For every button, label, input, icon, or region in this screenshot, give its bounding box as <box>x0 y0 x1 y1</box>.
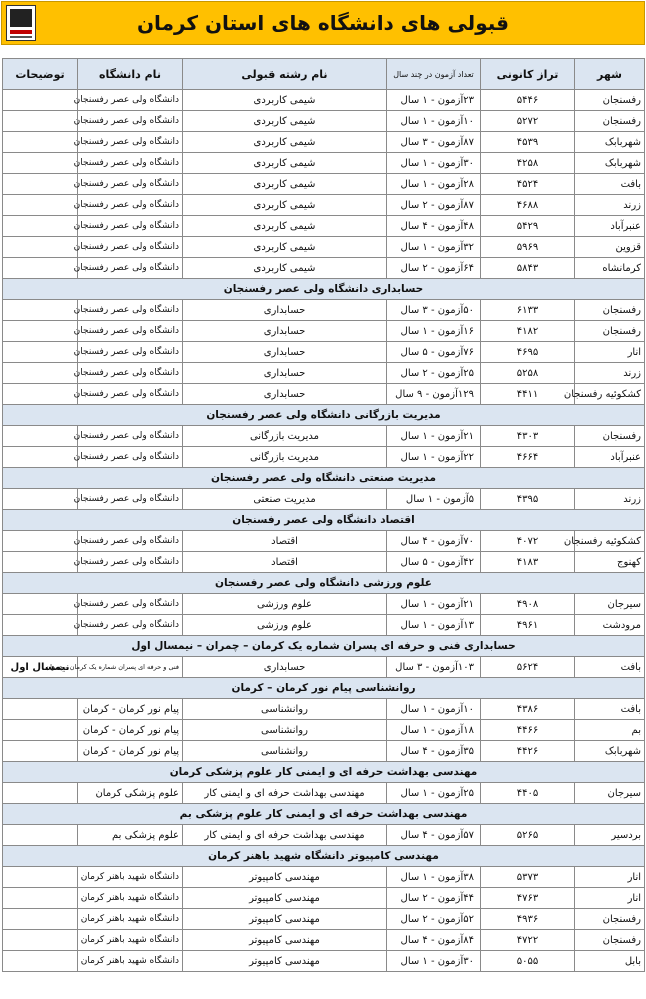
city-cell: کرمانشاه <box>575 258 645 279</box>
university-cell: علوم پزشکی بم <box>78 825 183 846</box>
section-row <box>3 636 645 657</box>
exam-count-cell: ۳۲آزمون - ۱ سال <box>387 237 481 258</box>
exam-count-cell: ۱۸آزمون - ۱ سال <box>387 720 481 741</box>
note-cell <box>3 615 78 636</box>
university-cell: دانشگاه ولی عصر رفسنجان <box>78 363 183 384</box>
score-cell: ۵۲۵۸ <box>481 363 575 384</box>
table-row <box>3 321 645 342</box>
major-cell: اقتصاد <box>183 531 387 552</box>
city-cell: انار <box>575 867 645 888</box>
score-cell: ۴۰۷۲ <box>481 531 575 552</box>
table-row <box>3 951 645 972</box>
section-row <box>3 510 645 531</box>
city-cell: بافت <box>575 174 645 195</box>
city-cell: سیرجان <box>575 783 645 804</box>
exam-count-cell: ۱۰آزمون - ۱ سال <box>387 699 481 720</box>
exam-count-cell: ۱۰آزمون - ۱ سال <box>387 111 481 132</box>
note-cell <box>3 258 78 279</box>
university-cell: دانشگاه شهید باهنر کرمان <box>78 888 183 909</box>
score-cell: ۴۹۰۸ <box>481 594 575 615</box>
header-notes: توضیحات <box>3 59 78 90</box>
exam-count-cell: ۸۷آزمون - ۲ سال <box>387 195 481 216</box>
score-cell: ۴۹۳۶ <box>481 909 575 930</box>
city-cell: بابل <box>575 951 645 972</box>
page-header <box>1 1 645 45</box>
table-row <box>3 720 645 741</box>
section-row <box>3 804 645 825</box>
table-row <box>3 783 645 804</box>
table-row <box>3 153 645 174</box>
table-row <box>3 741 645 762</box>
exam-count-cell: ۲۸آزمون - ۱ سال <box>387 174 481 195</box>
page-title: قبولی های دانشگاه های استان کرمان <box>136 11 509 35</box>
university-cell: دانشگاه شهید باهنر کرمان <box>78 930 183 951</box>
note-cell <box>3 825 78 846</box>
city-cell: کشکوئیه رفسنجان <box>575 384 645 405</box>
score-cell: ۴۷۲۲ <box>481 930 575 951</box>
score-cell: ۴۳۸۶ <box>481 699 575 720</box>
university-cell: علوم پزشکی کرمان <box>78 783 183 804</box>
major-cell: مهندسی کامپیوتر <box>183 951 387 972</box>
university-cell: پیام نور کرمان - کرمان <box>78 699 183 720</box>
university-cell: پیام نور کرمان - کرمان <box>78 741 183 762</box>
section-label: مدیریت بازرگانی دانشگاه ولی عصر رفسنجان <box>3 405 645 426</box>
note-cell <box>3 342 78 363</box>
table-row <box>3 657 645 678</box>
score-cell: ۴۱۸۳ <box>481 552 575 573</box>
major-cell: حسابداری <box>183 657 387 678</box>
score-cell: ۴۶۹۵ <box>481 342 575 363</box>
note-cell <box>3 594 78 615</box>
score-cell: ۴۱۸۲ <box>481 321 575 342</box>
university-cell: دانشگاه ولی عصر رفسنجان <box>78 195 183 216</box>
note-cell <box>3 111 78 132</box>
table-row <box>3 300 645 321</box>
note-cell <box>3 426 78 447</box>
section-row <box>3 405 645 426</box>
major-cell: مدیریت بازرگانی <box>183 426 387 447</box>
city-cell: مرودشت <box>575 615 645 636</box>
exam-count-cell: ۴۸آزمون - ۴ سال <box>387 216 481 237</box>
exam-count-cell: ۵۰آزمون - ۳ سال <box>387 300 481 321</box>
city-cell: بم <box>575 720 645 741</box>
note-cell <box>3 132 78 153</box>
university-cell: دانشگاه ولی عصر رفسنجان <box>78 552 183 573</box>
city-cell: کشکوئیه رفسنجان <box>575 531 645 552</box>
note-cell <box>3 174 78 195</box>
table-row <box>3 237 645 258</box>
table-header-row <box>3 59 645 90</box>
city-cell: شهربابک <box>575 153 645 174</box>
major-cell: حسابداری <box>183 342 387 363</box>
major-cell: شیمی کاربردی <box>183 90 387 111</box>
table-row <box>3 216 645 237</box>
score-cell: ۴۳۰۳ <box>481 426 575 447</box>
city-cell: رفسنجان <box>575 909 645 930</box>
major-cell: شیمی کاربردی <box>183 195 387 216</box>
exam-count-cell: ۱۰۳آزمون - ۳ سال <box>387 657 481 678</box>
section-row <box>3 279 645 300</box>
note-cell <box>3 237 78 258</box>
note-cell <box>3 216 78 237</box>
major-cell: حسابداری <box>183 363 387 384</box>
university-cell: دانشگاه ولی عصر رفسنجان <box>78 153 183 174</box>
score-cell: ۴۳۹۵ <box>481 489 575 510</box>
major-cell: مدیریت صنعتی <box>183 489 387 510</box>
header-major: نام رشته قبولی <box>183 59 387 90</box>
score-cell: ۴۵۲۴ <box>481 174 575 195</box>
city-cell: رفسنجان <box>575 300 645 321</box>
major-cell: حسابداری <box>183 321 387 342</box>
note-cell <box>3 489 78 510</box>
university-cell: دانشگاه شهید باهنر کرمان <box>78 909 183 930</box>
note-cell <box>3 90 78 111</box>
university-cell: دانشگاه ولی عصر رفسنجان <box>78 489 183 510</box>
city-cell: شهربابک <box>575 132 645 153</box>
score-cell: ۵۲۶۵ <box>481 825 575 846</box>
exam-count-cell: ۴۲آزمون - ۵ سال <box>387 552 481 573</box>
table-row <box>3 90 645 111</box>
city-cell: بردسیر <box>575 825 645 846</box>
exam-count-cell: ۶۴آزمون - ۲ سال <box>387 258 481 279</box>
table-row <box>3 342 645 363</box>
major-cell: شیمی کاربردی <box>183 216 387 237</box>
header-count: تعداد آزمون در چند سال <box>387 59 481 90</box>
score-cell: ۴۲۵۸ <box>481 153 575 174</box>
university-cell: دانشگاه ولی عصر رفسنجان <box>78 594 183 615</box>
major-cell: روانشناسی <box>183 720 387 741</box>
major-cell: شیمی کاربردی <box>183 111 387 132</box>
table-row <box>3 867 645 888</box>
city-cell: سیرجان <box>575 594 645 615</box>
major-cell: شیمی کاربردی <box>183 132 387 153</box>
city-cell: عنبرآباد <box>575 447 645 468</box>
exam-count-cell: ۳۰آزمون - ۱ سال <box>387 153 481 174</box>
section-label: مدیریت صنعتی دانشگاه ولی عصر رفسنجان <box>3 468 645 489</box>
section-label: اقتصاد دانشگاه ولی عصر رفسنجان <box>3 510 645 531</box>
section-row <box>3 762 645 783</box>
score-cell: ۴۷۶۳ <box>481 888 575 909</box>
university-cell: پیام نور کرمان - کرمان <box>78 720 183 741</box>
city-cell: زرند <box>575 363 645 384</box>
table-row <box>3 930 645 951</box>
university-cell: دانشگاه ولی عصر رفسنجان <box>78 447 183 468</box>
city-cell: رفسنجان <box>575 426 645 447</box>
table-row <box>3 132 645 153</box>
exam-count-cell: ۸۷آزمون - ۳ سال <box>387 132 481 153</box>
score-cell: ۴۴۱۱ <box>481 384 575 405</box>
note-cell <box>3 867 78 888</box>
score-cell: ۵۰۵۵ <box>481 951 575 972</box>
major-cell: شیمی کاربردی <box>183 237 387 258</box>
exam-count-cell: ۲۳آزمون - ۱ سال <box>387 90 481 111</box>
score-cell: ۴۴۰۵ <box>481 783 575 804</box>
major-cell: شیمی کاربردی <box>183 258 387 279</box>
exam-count-cell: ۵۷آزمون - ۴ سال <box>387 825 481 846</box>
note-cell <box>3 531 78 552</box>
university-cell: دانشگاه ولی عصر رفسنجان <box>78 132 183 153</box>
major-cell: مهندسی کامپیوتر <box>183 909 387 930</box>
score-cell: ۴۶۸۸ <box>481 195 575 216</box>
section-row <box>3 678 645 699</box>
exam-count-cell: ۲۵آزمون - ۱ سال <box>387 783 481 804</box>
table-row <box>3 489 645 510</box>
university-cell: دانشگاه ولی عصر رفسنجان <box>78 321 183 342</box>
note-cell <box>3 720 78 741</box>
city-cell: رفسنجان <box>575 111 645 132</box>
table-row <box>3 552 645 573</box>
university-cell: دانشگاه ولی عصر رفسنجان <box>78 174 183 195</box>
header-score: تراز کانونی <box>481 59 575 90</box>
score-cell: ۵۴۴۶ <box>481 90 575 111</box>
note-cell <box>3 552 78 573</box>
score-cell: ۴۵۳۹ <box>481 132 575 153</box>
city-cell: رفسنجان <box>575 321 645 342</box>
major-cell: مهندسی کامپیوتر <box>183 888 387 909</box>
table-row <box>3 426 645 447</box>
university-cell: دانشگاه ولی عصر رفسنجان <box>78 342 183 363</box>
score-cell: ۵۹۶۹ <box>481 237 575 258</box>
table-row <box>3 825 645 846</box>
note-cell <box>3 699 78 720</box>
section-label: روانشناسی پیام نور کرمان – کرمان <box>3 678 645 699</box>
note-cell <box>3 384 78 405</box>
table-row <box>3 615 645 636</box>
university-cell: دانشگاه ولی عصر رفسنجان <box>78 216 183 237</box>
university-cell: دانشگاه ولی عصر رفسنجان <box>78 426 183 447</box>
table-row <box>3 909 645 930</box>
table-row <box>3 888 645 909</box>
exam-count-cell: ۲۵آزمون - ۲ سال <box>387 363 481 384</box>
city-cell: زرند <box>575 489 645 510</box>
university-cell: دانشگاه ولی عصر رفسنجان <box>78 111 183 132</box>
score-cell: ۵۲۷۲ <box>481 111 575 132</box>
note-cell <box>3 153 78 174</box>
note-cell <box>3 951 78 972</box>
exam-count-cell: ۱۳آزمون - ۱ سال <box>387 615 481 636</box>
score-cell: ۴۴۶۶ <box>481 720 575 741</box>
university-cell: دانشگاه شهید باهنر کرمان <box>78 867 183 888</box>
score-cell: ۴۶۶۴ <box>481 447 575 468</box>
section-label: مهندسی بهداشت حرفه ای و ایمنی کار علوم پزشکی کرمان <box>3 762 645 783</box>
note-cell <box>3 300 78 321</box>
university-cell: دانشگاه ولی عصر رفسنجان <box>78 615 183 636</box>
university-cell: دانشگاه ولی عصر رفسنجان <box>78 300 183 321</box>
note-cell <box>3 888 78 909</box>
city-cell: عنبرآباد <box>575 216 645 237</box>
header-city: شهر <box>575 59 645 90</box>
note-cell <box>3 741 78 762</box>
section-label: مهندسی کامپیوتر دانشگاه شهید باهنر کرمان <box>3 846 645 867</box>
exam-count-cell: ۲۱آزمون - ۱ سال <box>387 426 481 447</box>
major-cell: اقتصاد <box>183 552 387 573</box>
major-cell: علوم ورزشی <box>183 615 387 636</box>
header-university: نام دانشگاه <box>78 59 183 90</box>
major-cell: حسابداری <box>183 384 387 405</box>
university-cell: دانشگاه ولی عصر رفسنجان <box>78 258 183 279</box>
score-cell: ۵۴۲۹ <box>481 216 575 237</box>
city-cell: قزوین <box>575 237 645 258</box>
major-cell: حسابداری <box>183 300 387 321</box>
university-cell: دانشگاه ولی عصر رفسنجان <box>78 531 183 552</box>
note-cell <box>3 321 78 342</box>
note-cell: نیمسال اول <box>3 657 78 678</box>
city-cell: کهنوج <box>575 552 645 573</box>
score-cell: ۶۱۳۳ <box>481 300 575 321</box>
admissions-table <box>2 58 645 972</box>
university-cell: دانشگاه ولی عصر رفسنجان <box>78 237 183 258</box>
note-cell <box>3 783 78 804</box>
exam-count-cell: ۲۲آزمون - ۱ سال <box>387 447 481 468</box>
exam-count-cell: ۵۲آزمون - ۲ سال <box>387 909 481 930</box>
city-cell: رفسنجان <box>575 930 645 951</box>
table-row <box>3 699 645 720</box>
note-cell <box>3 195 78 216</box>
section-row <box>3 573 645 594</box>
note-cell <box>3 909 78 930</box>
note-cell <box>3 447 78 468</box>
city-cell: بافت <box>575 657 645 678</box>
exam-count-cell: ۳۸آزمون - ۱ سال <box>387 867 481 888</box>
city-cell: انار <box>575 342 645 363</box>
exam-count-cell: ۱۶آزمون - ۱ سال <box>387 321 481 342</box>
section-label: مهندسی بهداشت حرفه ای و ایمنی کار علوم پزشکی بم <box>3 804 645 825</box>
university-cell: دانشگاه شهید باهنر کرمان <box>78 951 183 972</box>
major-cell: مهندسی بهداشت حرفه ای و ایمنی کار <box>183 783 387 804</box>
major-cell: مدیریت بازرگانی <box>183 447 387 468</box>
university-cell: دانشگاه ولی عصر رفسنجان <box>78 90 183 111</box>
major-cell: علوم ورزشی <box>183 594 387 615</box>
city-cell: رفسنجان <box>575 90 645 111</box>
exam-count-cell: ۷۰آزمون - ۴ سال <box>387 531 481 552</box>
exam-count-cell: ۲۱آزمون - ۱ سال <box>387 594 481 615</box>
exam-count-cell: ۴۴آزمون - ۲ سال <box>387 888 481 909</box>
major-cell: روانشناسی <box>183 699 387 720</box>
table-row <box>3 174 645 195</box>
major-cell: مهندسی کامپیوتر <box>183 930 387 951</box>
city-cell: انار <box>575 888 645 909</box>
score-cell: ۵۸۴۳ <box>481 258 575 279</box>
score-cell: ۵۶۲۴ <box>481 657 575 678</box>
exam-count-cell: ۳۵آزمون - ۴ سال <box>387 741 481 762</box>
table-row <box>3 111 645 132</box>
table-row <box>3 531 645 552</box>
table-row <box>3 594 645 615</box>
section-label: علوم ورزشی دانشگاه ولی عصر رفسنجان <box>3 573 645 594</box>
university-cell: فنی و حرفه ای پسران شماره یک کرمان - چمران <box>78 657 183 678</box>
major-cell: روانشناسی <box>183 741 387 762</box>
table-row <box>3 258 645 279</box>
major-cell: مهندسی بهداشت حرفه ای و ایمنی کار <box>183 825 387 846</box>
note-cell <box>3 930 78 951</box>
table-row <box>3 363 645 384</box>
section-label: حسابداری دانشگاه ولی عصر رفسنجان <box>3 279 645 300</box>
exam-count-cell: ۱۲۹آزمون - ۹ سال <box>387 384 481 405</box>
score-cell: ۵۳۷۳ <box>481 867 575 888</box>
city-cell: شهربابک <box>575 741 645 762</box>
section-row <box>3 846 645 867</box>
city-cell: زرند <box>575 195 645 216</box>
score-cell: ۴۴۲۶ <box>481 741 575 762</box>
exam-count-cell: ۳۰آزمون - ۱ سال <box>387 951 481 972</box>
major-cell: شیمی کاربردی <box>183 153 387 174</box>
section-row <box>3 468 645 489</box>
section-label: حسابداری فنی و حرفه ای پسران شماره یک کرمان – چمران – نیمسال اول <box>3 636 645 657</box>
city-cell: بافت <box>575 699 645 720</box>
exam-count-cell: ۷۶آزمون - ۵ سال <box>387 342 481 363</box>
table-row <box>3 195 645 216</box>
score-cell: ۴۹۶۱ <box>481 615 575 636</box>
note-cell <box>3 363 78 384</box>
major-cell: شیمی کاربردی <box>183 174 387 195</box>
university-cell: دانشگاه ولی عصر رفسنجان <box>78 384 183 405</box>
exam-count-cell: ۸۴آزمون - ۴ سال <box>387 930 481 951</box>
table-body <box>3 90 645 972</box>
major-cell: مهندسی کامپیوتر <box>183 867 387 888</box>
table-row <box>3 447 645 468</box>
table-row <box>3 384 645 405</box>
exam-count-cell: ۵آزمون - ۱ سال <box>387 489 481 510</box>
